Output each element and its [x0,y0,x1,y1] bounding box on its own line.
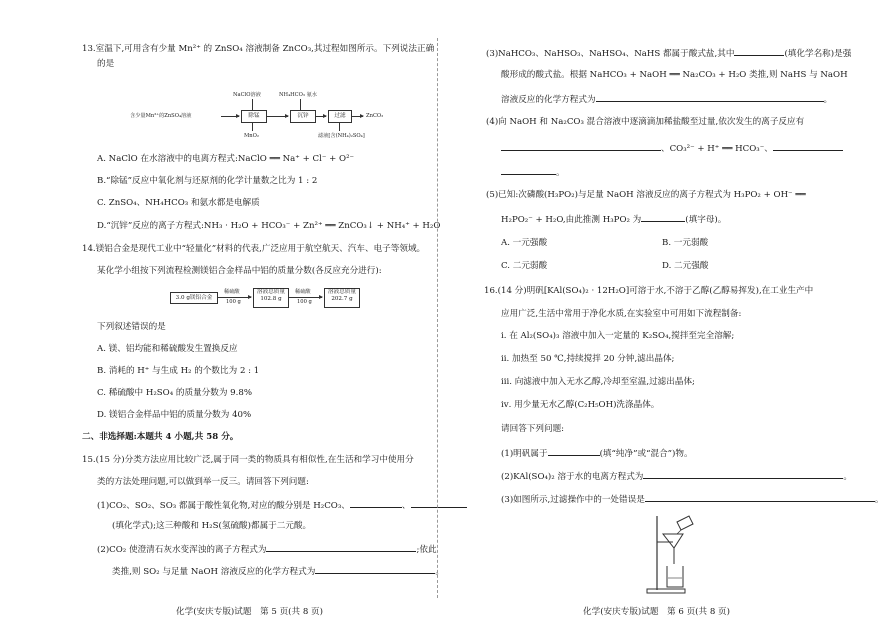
q15-answer-blank-3[interactable] [266,543,416,552]
section-2-heading: 二、非选择题:本题共 4 小题,共 58 分。 [82,432,239,442]
q15-answer-blank-1[interactable] [350,499,402,508]
q14-total2-box: 溶液总质量 202.7 g [324,288,360,308]
q13-reagent-nh4hco3: NH₄HCO₃ 氨水 [279,92,317,98]
q16-answer-blank-3[interactable] [645,493,875,502]
q14-prompt: 下列叙述错误的是 [97,322,166,332]
q13-step-zinc-precipitation: 沉锌 [290,110,316,123]
q15-part5-option-d: D. 二元强酸 [662,261,709,271]
q16-step-2: ⅱ. 加热至 50 ℃,持续搅拌 20 分钟,滤出晶体; [501,354,675,364]
q14-acid1-label: 稀硫酸 [224,289,240,295]
q14-stem: 14.镁铝合金是现代工业中“轻量化”材料的代表,广泛应用于航空航天、汽车、电子等领域。 [82,244,426,254]
q16-stem-cont: 应用广泛,生活中常用于净化水质,在实验室中可用如下流程制备: [501,309,742,319]
q13-start-solution: 含少量Mn²⁺的ZnSO₄溶液 [130,113,192,119]
q15-answer-blank-9[interactable] [501,166,556,175]
q14-acid2-label: 稀硫酸 [295,289,311,295]
q16-stem: 16.(14 分)明矾[KAl(SO₄)₂ · 12H₂O]可溶于水,不溶于乙醇(乙醇易挥发),在工业生产中 [484,286,814,296]
iron-stand-base [647,589,685,593]
q15-part5-line1: (5)已知:次磷酸(H₃PO₂)与足量 NaOH 溶液反应的离子方程式为 H₃PO₂ + OH⁻ ══ [486,190,806,200]
q16-prompt: 请回答下列问题: [501,424,565,434]
q13-step-demanganese: 除锰 [241,110,267,123]
q15-part4-line2: 、CO₃²⁻ + H⁺ ══ HCO₃⁻、 [501,142,843,155]
q15-part3-line2: 酸形成的酸式盐。根据 NaHCO₃ + NaOH ══ Na₂CO₃ + H₂O 类推,则 NaHS 与 NaOH [501,70,848,80]
q16-step-1: ⅰ. 在 Al₂(SO₄)₃ 溶液中加入一定量的 K₂SO₄,搅拌至完全溶解; [501,331,735,341]
q15-answer-blank-7[interactable] [501,142,661,151]
q14-option-d: D. 镁铝合金样品中铝的质量分数为 40% [97,410,252,420]
q15-part5-option-a: A. 一元强酸 [501,238,548,248]
q13-option-d: D.“沉锌”反应的离子方程式:NH₃ · H₂O + HCO₃⁻ + Zn²⁺ ══ ZnCO₃↓ + NH₄⁺ + H₂O [97,221,441,231]
q13-stem-cont: 的是 [97,59,115,69]
q15-answer-blank-5[interactable] [734,47,784,56]
q13-stem: 13.室温下,可用含有少量 Mn²⁺ 的 ZnSO₄ 溶液制备 ZnCO₃,其过程如图所示。下列说法正确 [82,44,435,54]
q15-part5-option-b: B. 一元弱酸 [662,238,709,248]
q15-answer-blank-10[interactable] [641,213,685,222]
q15-part5-line2: H₂PO₂⁻ + H₂O,由此推测 H₃PO₂ 为 (填字母)。 [501,215,727,225]
q15-part4-line1: (4)向 NaOH 和 Na₂CO₃ 混合溶液中逐滴滴加稀盐酸至过量,依次发生的离子反应有 [486,117,805,127]
q16-step-4: ⅳ. 用少量无水乙醇(C₂H₅OH)洗涤晶体。 [501,400,660,410]
q14-option-a: A. 镁、铝均能和稀硫酸发生置换反应 [97,344,238,354]
q15-part1-line2: (填化学式);这三种酸和 H₂S(氢硫酸)都属于二元酸。 [112,521,312,531]
q15-part4-line3: 。 [501,166,565,179]
q15-part5-option-c: C. 二元弱酸 [501,261,548,271]
pouring-beaker [677,516,693,530]
q13-byproduct-mno2: MnO₂ [244,133,259,139]
q15-answer-blank-6[interactable] [596,93,824,102]
q13-option-b: B.“除锰”反应中氧化剂与还原剂的化学计量数之比为 1 : 2 [97,176,318,186]
q16-answer-blank-2[interactable] [643,470,843,479]
q13-filtrate: 滤液[含(NH₄)₂SO₄] [318,133,365,139]
q15-part2-line2: 类推,则 SO₂ 与足量 NaOH 溶液反应的化学方程式为 。 [112,567,444,577]
receiving-beaker [667,566,683,587]
q13-option-c: C. ZnSO₄、NH₄HCO₃ 和氨水都是电解质 [97,198,260,208]
right-page-footer: 化学(安庆专版)试题 第 6 页(共 8 页) [583,607,730,617]
filtration-apparatus-figure [641,512,697,596]
q16-answer-blank-1[interactable] [548,447,600,456]
funnel [663,534,683,548]
q14-acid1-mass: 100 g [226,299,241,305]
q15-answer-blank-8[interactable] [773,142,843,151]
q13-option-a: A. NaClO 在水溶液中的电离方程式:NaClO ══ Na⁺ + Cl⁻ + O²⁻ [97,154,355,164]
q15-stem-cont: 类的方法处理问题,可以做到举一反三。请回答下列问题: [97,477,309,487]
q15-answer-blank-4[interactable] [315,565,435,574]
liquid-stream [677,530,681,534]
q14-acid2-mass: 100 g [297,299,312,305]
right-page [437,0,883,630]
q16-part3: (3)如图所示,过滤操作中的一处错误是 。 [501,495,883,505]
q16-part1: (1)明矾属于 (填“纯净”或“混合”)物。 [501,449,693,459]
left-page-footer: 化学(安庆专版)试题 第 5 页(共 8 页) [176,607,323,617]
q14-sample: 3.0 g镁铝合金 [170,292,218,304]
q13-product: ZnCO₃ [366,113,384,119]
q15-part3-line1: (3)NaHCO₃、NaHSO₃、NaHSO₄、NaHS 都属于酸式盐,其中 (填化学名称)是强 [486,49,852,59]
q15-part1-line1: (1)CO₂、SO₂、SO₃ 都属于酸性氧化物,对应的酸分别是 H₂CO₃、 、 [97,499,467,512]
q13-step-filter: 过滤 [328,110,352,123]
q15-part2-line1: (2)CO₂ 使澄清石灰水变浑浊的离子方程式为 ;依此 [97,545,437,555]
q15-stem: 15.(15 分)分类方法应用比较广泛,属于同一类的物质具有相似性,在生活和学习中使用分 [82,455,414,465]
q14-total1-box: 溶液总质量 102.8 g [253,288,289,308]
q16-part2: (2)KAl(SO₄)₂ 溶于水的电离方程式为 。 [501,472,853,482]
q16-step-3: ⅲ. 向滤液中加入无水乙醇,冷却至室温,过滤出晶体; [501,377,695,387]
q14-option-b: B. 消耗的 H⁺ 与生成 H₂ 的个数比为 2 : 1 [97,366,260,376]
q14-option-c: C. 稀硫酸中 H₂SO₄ 的质量分数为 9.8% [97,388,253,398]
q13-reagent-naclo: NaClO溶液 [233,92,261,98]
q15-part3-line3: 溶液反应的化学方程式为 。 [501,95,833,105]
q14-stem-cont: 某化学小组按下列流程检测镁铝合金样品中铝的质量分数(各反应充分进行): [97,266,382,276]
